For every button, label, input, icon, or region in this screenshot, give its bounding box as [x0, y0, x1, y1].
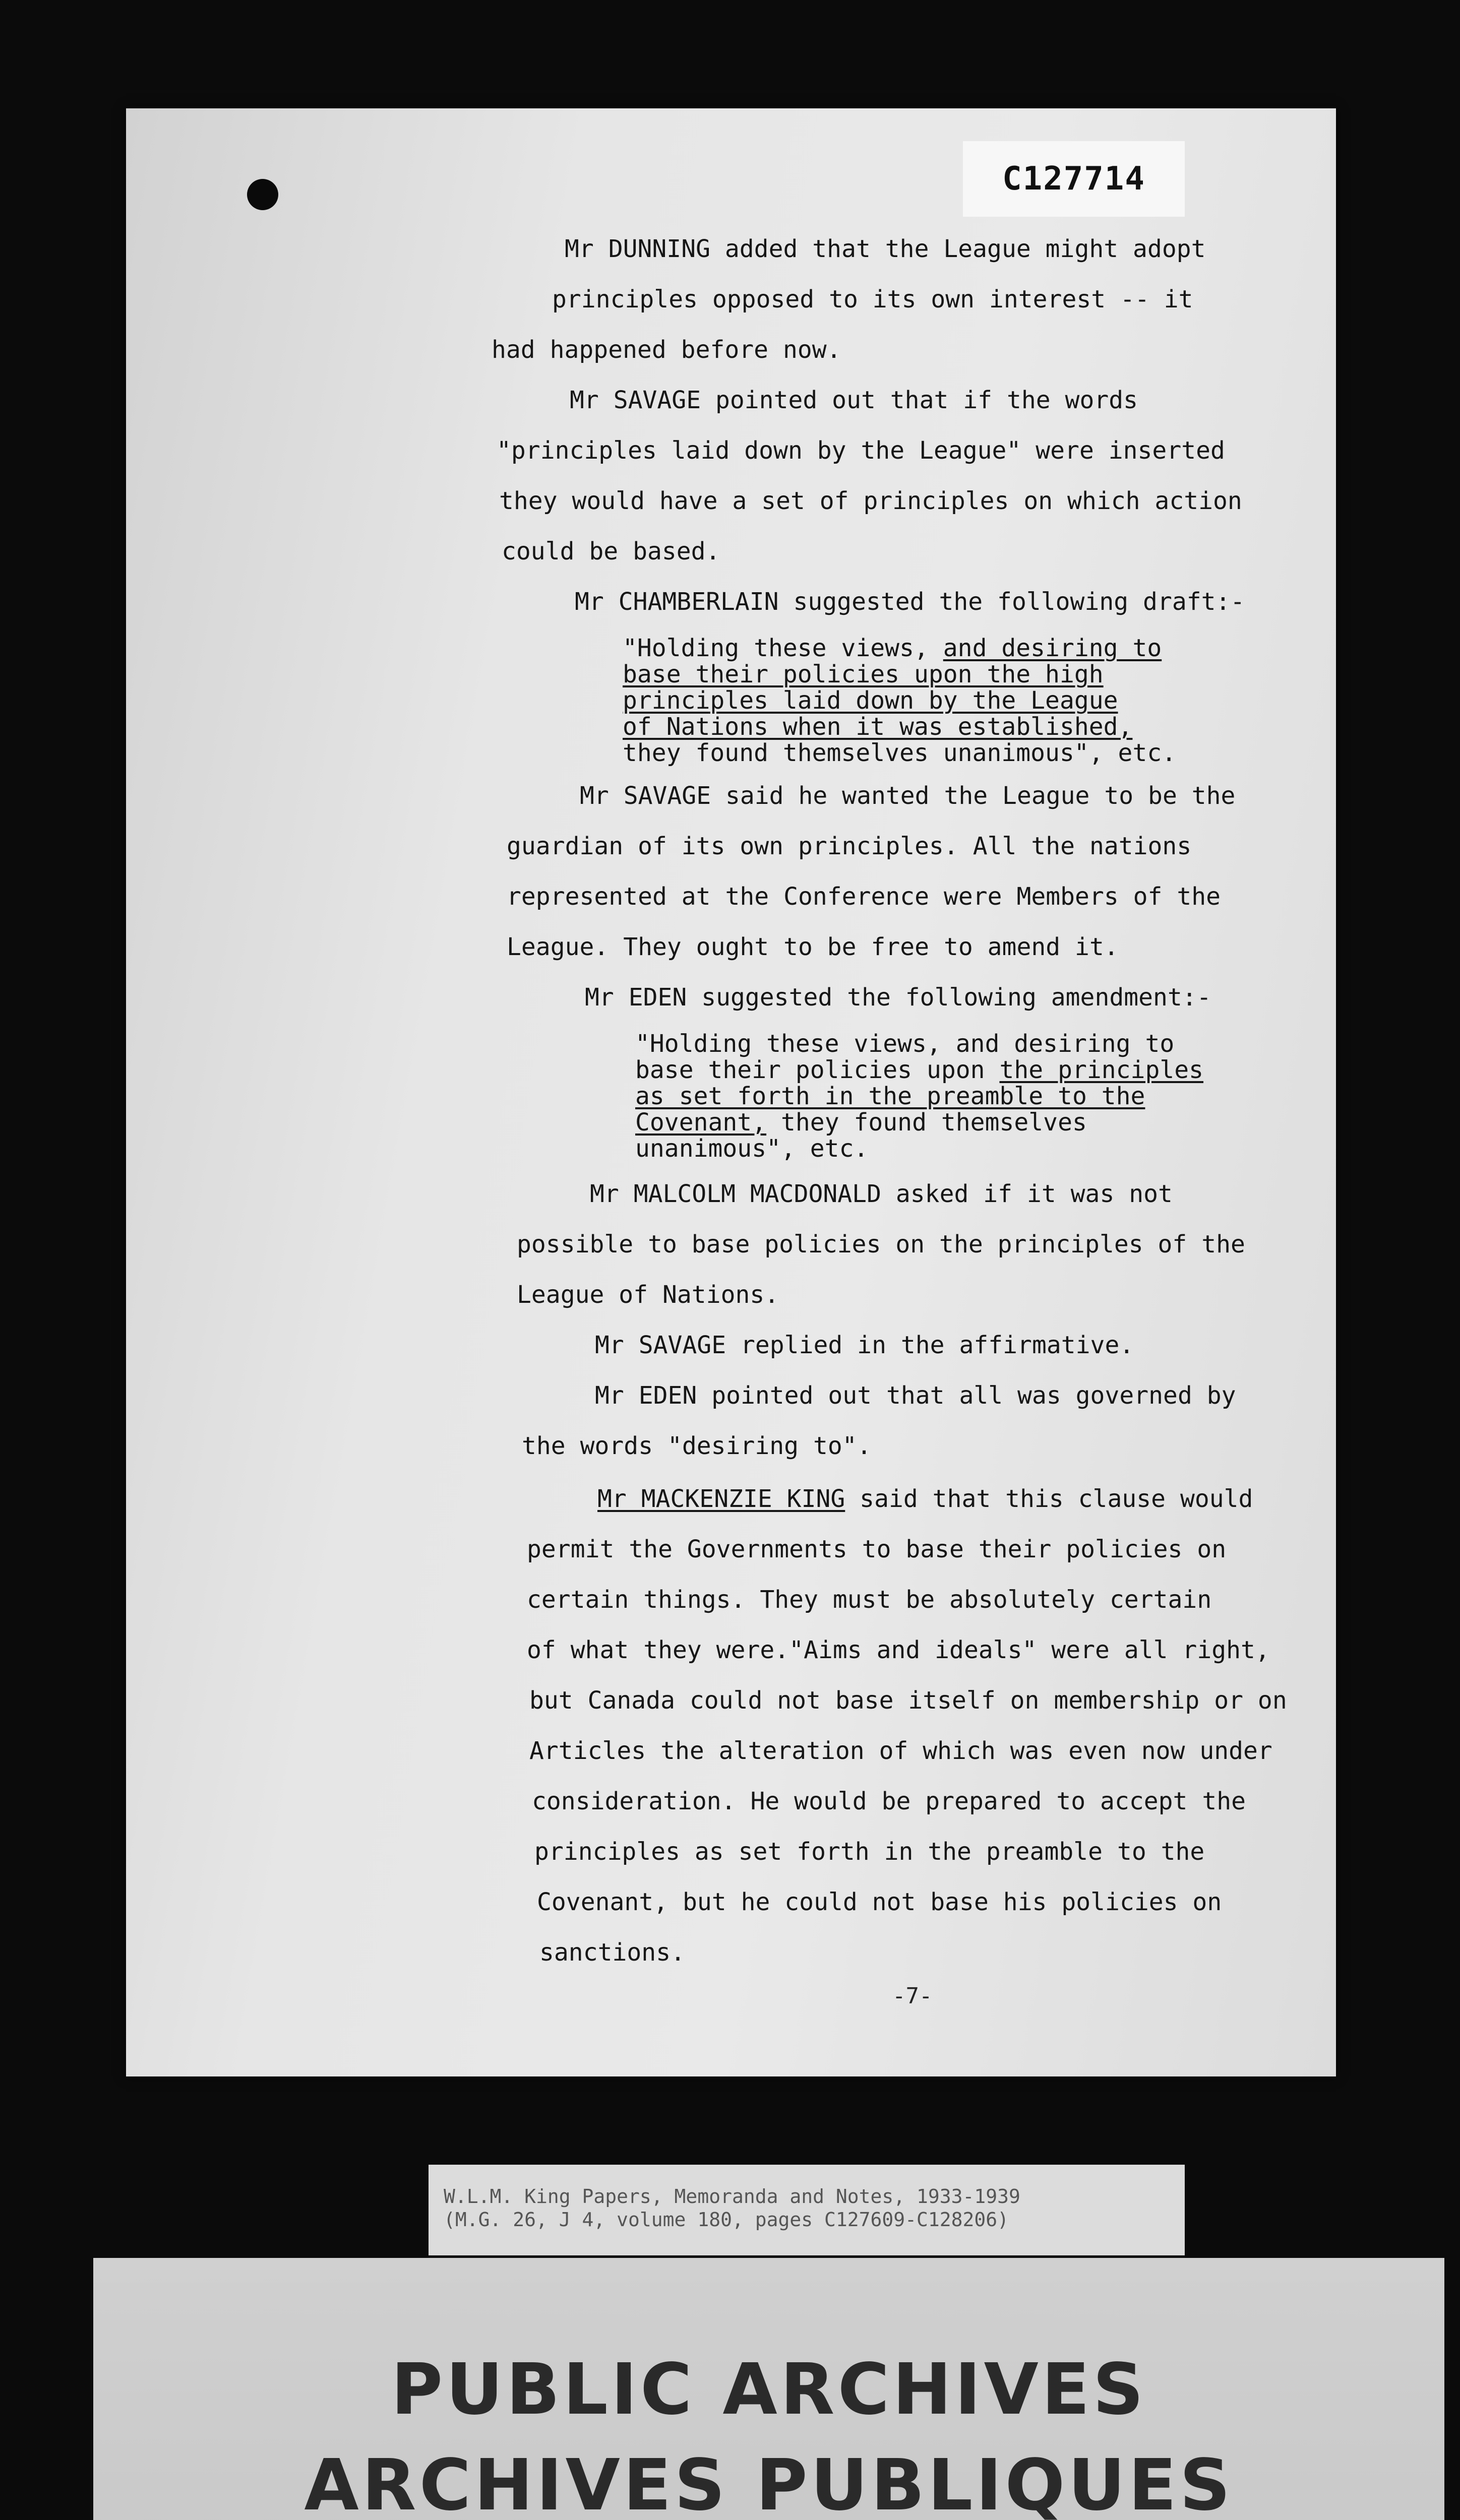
quote-text: they found themselves unanimous", etc. [623, 739, 1177, 767]
text-line [597, 1487, 1253, 1511]
stamp-line: ARCHIVES PUBLIQUES [304, 2444, 1234, 2520]
quoted-draft-chamberlain [623, 635, 1176, 766]
quote-underlined-text: the principles [999, 1056, 1204, 1084]
text-line: Mr SAVAGE replied in the affirmative. [595, 1331, 1134, 1359]
quote-underlined-text: Covenant, [635, 1108, 767, 1137]
quote-underlined-text: as set forth in the preamble to the [635, 1082, 1145, 1110]
text-line: "principles laid down by the League" were inserted [497, 436, 1225, 465]
page-number: -7- [892, 1983, 933, 2009]
text-line: Covenant, but he could not base his policies on [537, 1888, 1222, 1916]
text-line: guardian of its own principles. All the nations [507, 832, 1192, 860]
citation-line: W.L.M. King Papers, Memoranda and Notes, 1933-1939 [444, 2185, 1020, 2208]
text-line: Mr EDEN pointed out that all was governed by [595, 1381, 1236, 1410]
quoted-amendment-eden [635, 1031, 1203, 1162]
text-line: Mr SAVAGE pointed out that if the words [570, 386, 1138, 414]
text-line: of what they were."Aims and ideals" were all right, [527, 1636, 1270, 1664]
text-line: they would have a set of principles on which action [499, 487, 1242, 515]
text-line: League. They ought to be free to amend it. [507, 933, 1119, 961]
text-line: possible to base policies on the principles of the [517, 1230, 1245, 1258]
document-page [126, 108, 1336, 2076]
text-line: principles as set forth in the preamble to the [534, 1838, 1205, 1866]
text-line: Mr MALCOLM MACDONALD asked if it was not [590, 1180, 1173, 1208]
text-fragment: said that this clause would [845, 1485, 1253, 1513]
stamp-line: PUBLIC ARCHIVES [391, 2349, 1147, 2431]
quote-underlined-text: principles laid down by the League [623, 686, 1118, 715]
text-line: could be based. [502, 537, 720, 565]
text-line: the words "desiring to". [522, 1432, 872, 1460]
text-line: but Canada could not base itself on membership or on [529, 1686, 1287, 1715]
text-line: certain things. They must be absolutely certain [527, 1586, 1212, 1614]
quote-text: unanimous", etc. [635, 1135, 869, 1163]
quote-underlined-text: base their policies upon the high [623, 660, 1104, 688]
quote-text: "Holding these views, [623, 634, 943, 662]
text-line: League of Nations. [517, 1281, 779, 1309]
archives-stamp [93, 2258, 1444, 2520]
quote-text: "Holding these views, and desiring to [635, 1030, 1175, 1058]
archive-citation [429, 2165, 1185, 2255]
text-line: had happened before now. [492, 336, 841, 364]
quote-text: base their policies upon [635, 1056, 1000, 1084]
page-id-label: C127714 [963, 141, 1185, 217]
text-line: Articles the alteration of which was even now under [529, 1737, 1272, 1765]
quote-text: they found themselves [766, 1108, 1087, 1137]
text-line: Mr CHAMBERLAIN suggested the following draft:- [575, 588, 1245, 616]
citation-line: (M.G. 26, J 4, volume 180, pages C127609-C128206) [444, 2209, 1009, 2231]
text-line: Mr EDEN suggested the following amendment:- [585, 983, 1211, 1012]
text-line: Mr DUNNING added that the League might adopt [565, 235, 1206, 263]
punch-hole [247, 179, 278, 210]
speaker-name-underlined: Mr MACKENZIE KING [597, 1485, 845, 1513]
quote-underlined-text: of Nations when it was established, [623, 713, 1133, 741]
quote-underlined-text: and desiring to [943, 634, 1162, 662]
text-line: principles opposed to its own interest -- it [552, 285, 1193, 313]
text-line: represented at the Conference were Members of the [507, 883, 1221, 911]
text-line: permit the Governments to base their policies on [527, 1535, 1227, 1563]
text-line: consideration. He would be prepared to accept the [532, 1787, 1246, 1815]
text-line: sanctions. [539, 1938, 685, 1967]
text-line: Mr SAVAGE said he wanted the League to be the [580, 782, 1236, 810]
